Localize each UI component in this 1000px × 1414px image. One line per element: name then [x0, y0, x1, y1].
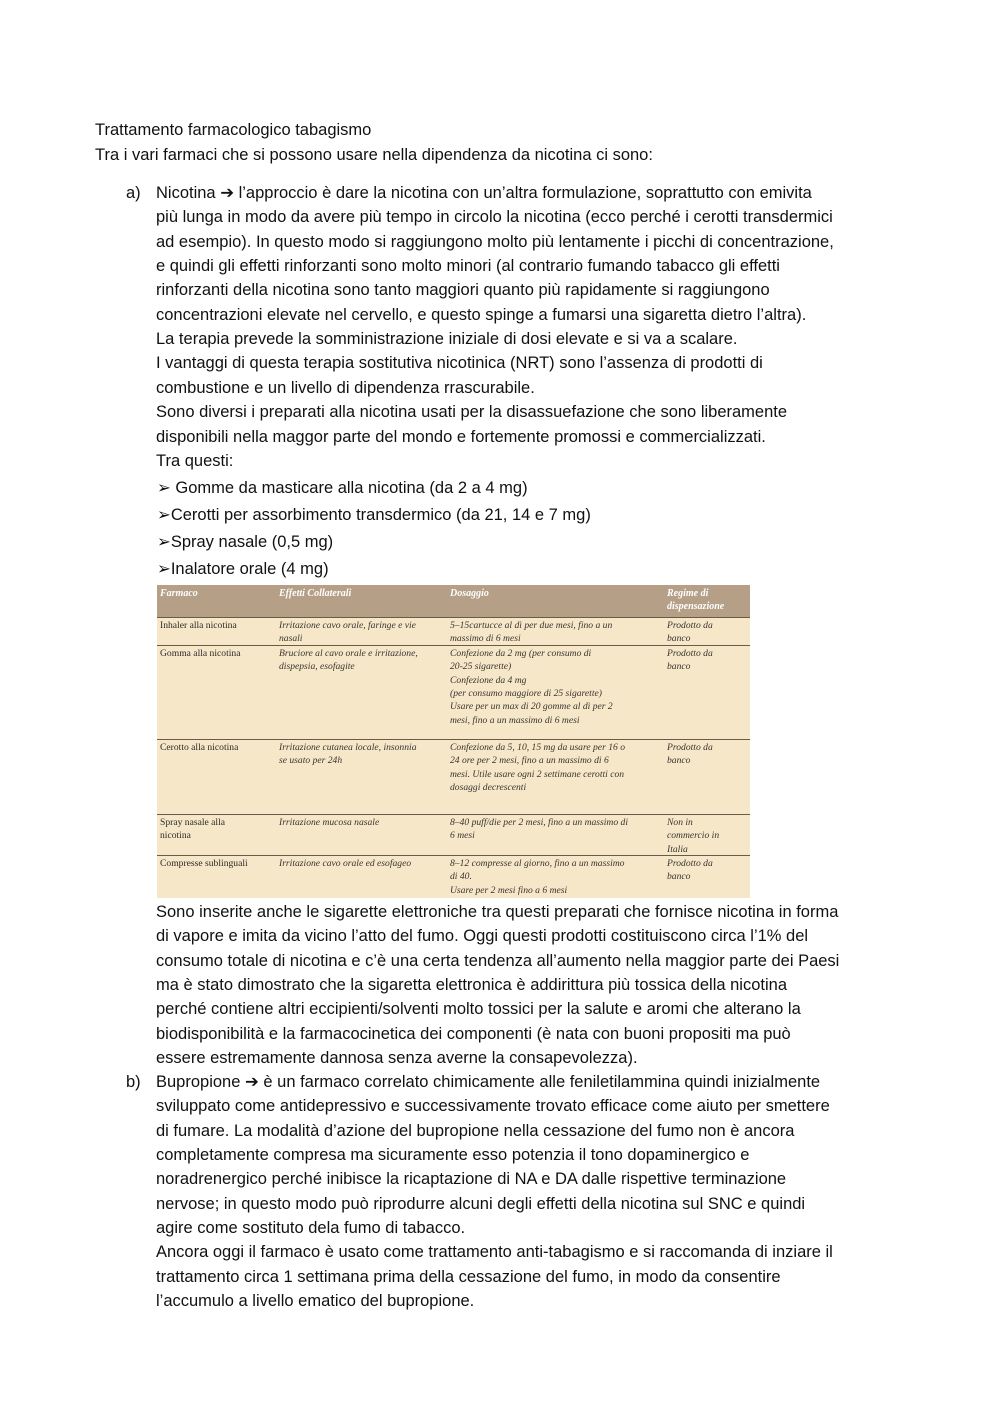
paragraph-line: I vantaggi di questa terapia sostitutiva nicotinica (NRT) sono l’assenza di prodotti di [156, 354, 763, 373]
list-item: ➢Inalatore orale (4 mg) [157, 560, 329, 578]
paragraph-line: Nicotina ➔ l’approccio è dare la nicotina con un’altra formulazione, soprattutto con emivita [156, 184, 812, 202]
paragraph-line: combustione e un livello di dipendenza rrascurabile. [156, 378, 535, 397]
paragraph-line: ad esempio). In questo modo si raggiungono molto più lentamente i picchi di concentrazione, [156, 232, 834, 251]
paragraph-line: completamente compresa ma sicuramente esso potenzia il tono dopaminergico e [156, 1146, 750, 1165]
paragraph-line: l’accumulo a livello ematico del bupropione. [156, 1292, 475, 1311]
cell-dosaggio: di 40. [450, 871, 472, 883]
cell-effetti: Irritazione mucosa nasale [279, 817, 380, 828]
cell-dosaggio: Confezione da 2 mg (per consumo di [450, 648, 592, 659]
cell-regime: banco [667, 633, 691, 645]
cell-dosaggio: 24 ore per 2 mesi, fino a un massimo di 6 [450, 755, 609, 767]
cell-regime: Prodotto da [667, 742, 713, 753]
paragraph-line: concentrazioni elevate nel cervello, e questo spinge a fumarsi una sigaretta dietro l’altra). [156, 305, 807, 324]
cell-dosaggio: Usare per 2 mesi fino a 6 mesi [450, 884, 568, 896]
cell-effetti: Bruciore al cavo orale e irritazione, [279, 648, 418, 659]
paragraph-line: ma è stato dimostrato che la sigaretta elettronica è addirittura più tossica della nicotina [156, 976, 788, 995]
paragraph-line: agire come sostituto dela fumo di tabacco. [156, 1219, 466, 1238]
paragraph-line: noradrenergico perché inibisce la ricaptazione di NA e DA dalle rispettive terminazione [156, 1170, 787, 1189]
cell-farmaco: Inhaler alla nicotina [160, 620, 237, 631]
paragraph-line: Bupropione ➔ è un farmaco correlato chimicamente alle feniletilammina quindi inizialmente [156, 1073, 821, 1091]
paragraph-line: biodisponibilità e la farmacocinetica dei componenti (è nata con buoni propositi ma può [156, 1024, 791, 1043]
cell-regime: Italia [667, 843, 688, 855]
header-regime: Regime di dispensazione [667, 588, 725, 612]
cell-dosaggio: massimo di 6 mesi [450, 633, 521, 645]
cell-dosaggio: mesi. Utile usare ogni 2 settimane cerotti con [450, 768, 625, 780]
cell-dosaggio: 8–40 puff/die per 2 mesi, fino a un massimo di [450, 817, 629, 828]
paragraph-line: Tra questi: [156, 451, 234, 470]
list-item: ➢Spray nasale (0,5 mg) [157, 533, 334, 551]
cell-effetti: Irritazione cavo orale, faringe e vie [279, 620, 416, 631]
item-a-marker: a) [126, 184, 141, 202]
cell-effetti: dispepsia, esofagite [279, 661, 355, 673]
paragraph-line: più lunga in modo da avere più tempo in circolo la nicotina (ecco perché i cerotti transdermici [156, 208, 833, 227]
document-title: Trattamento farmacologico tabagismo [95, 121, 372, 139]
paragraph-line: essere estremamente dannosa senza averne la consapevolezza). [156, 1049, 638, 1068]
cell-effetti: Irritazione cavo orale ed esofageo [279, 858, 412, 869]
paragraph-line: di fumare. La modalità d’azione del bupropione nella cessazione del fumo non è ancora [156, 1121, 795, 1140]
table-row-divider [157, 645, 750, 646]
paragraph-line: rinforzanti della nicotina sono tanto maggiori quanto più rapidamente si raggiungono [156, 281, 770, 300]
header-dosaggio: Dosaggio [450, 588, 489, 599]
paragraph-line: sviluppato come antidepressivo e successivamente trovato efficace come aiuto per smettere [156, 1097, 830, 1116]
list-item: ➢ Gomme da masticare alla nicotina (da 2 a 4 mg) [157, 479, 528, 497]
cell-dosaggio: Confezione da 4 mg [450, 674, 527, 686]
cell-effetti: se usato per 24h [279, 755, 343, 767]
paragraph-line: disponibili nella maggor parte del mondo e fortemente promossi e commercializzati. [156, 427, 766, 446]
cell-dosaggio: (per consumo maggiore di 25 sigarette) [450, 687, 602, 699]
cell-dosaggio: 5–15cartucce al dì per due mesi, fino a un [450, 620, 613, 631]
cell-regime: Prodotto da [667, 858, 713, 869]
cell-regime: banco [667, 661, 691, 673]
table-row-divider [157, 617, 750, 618]
cell-farmaco: Cerotto alla nicotina [160, 742, 239, 753]
cell-effetti: Irritazione cutanea locale, insonnia [279, 742, 417, 753]
cell-regime: Non in [667, 817, 693, 828]
cell-effetti: nasali [279, 633, 303, 645]
intro-paragraph: Tra i vari farmaci che si possono usare nella dipendenza da nicotina ci sono: [95, 146, 653, 164]
cell-dosaggio: dosaggi decrescenti [450, 781, 527, 793]
cell-farmaco: Compresse sublinguali [160, 858, 248, 869]
cell-farmaco: nicotina [160, 830, 191, 842]
cell-farmaco: Spray nasale alla [160, 817, 225, 828]
cell-regime: banco [667, 755, 691, 767]
table-row-divider [157, 814, 750, 815]
cell-regime: Prodotto da [667, 648, 713, 659]
paragraph-line: di vapore e imita da vicino l’atto del fumo. Oggi questi prodotti costituiscono circa l’1% del [156, 927, 809, 946]
cell-regime: banco [667, 871, 691, 883]
header-farmaco: Farmaco [160, 588, 198, 599]
header-effetti: Effetti Collaterali [279, 588, 352, 599]
nicotine-preparations-table [157, 585, 750, 898]
cell-farmaco: Gomma alla nicotina [160, 648, 241, 659]
cell-dosaggio: 20-25 sigarette) [450, 661, 512, 673]
paragraph-line: consumo totale di nicotina e c’è una certa tendenza all’aumento nella maggior parte dei Paesi [156, 951, 840, 970]
paragraph-line: La terapia prevede la somministrazione iniziale di dosi elevate e si va a scalare. [156, 330, 738, 349]
paragraph-line: nervose; in questo modo può riprodurre alcuni degli effetti della nicotina sul SNC e quindi [156, 1194, 806, 1213]
cell-dosaggio: Confezione da 5, 10, 15 mg da usare per 16 o [450, 742, 625, 753]
cell-dosaggio: mesi, fino a un massimo di 6 mesi [450, 714, 580, 726]
paragraph-line: perché contiene altri eccipienti/solventi molto tossici per la salute e aromi che alterano la [156, 1000, 801, 1019]
paragraph-line: Ancora oggi il farmaco è usato come trattamento anti-tabagismo e si raccomanda di inziare il [156, 1243, 833, 1262]
paragraph-line: e quindi gli effetti rinforzanti sono molto minori (al contrario fumando tabacco gli effetti [156, 257, 780, 276]
paragraph-line: Sono inserite anche le sigarette elettroniche tra questi preparati che fornisce nicotina in forma [156, 903, 839, 921]
list-item: ➢Cerotti per assorbimento transdermico (da 21, 14 e 7 mg) [157, 506, 591, 524]
cell-dosaggio: 6 mesi [450, 830, 475, 842]
cell-dosaggio: Usare per un max di 20 gomme al dì per 2 [450, 701, 613, 713]
cell-regime: commercio in [667, 830, 720, 842]
cell-regime: Prodotto da [667, 620, 713, 631]
table-row-divider [157, 739, 750, 740]
paragraph-line: trattamento circa 1 settimana prima della cessazione del fumo, in modo da consentire [156, 1267, 781, 1286]
cell-dosaggio: 8–12 compresse al giorno, fino a un massimo [450, 858, 625, 869]
paragraph-line: Sono diversi i preparati alla nicotina usati per la disassuefazione che sono liberamente [156, 403, 788, 422]
item-b-marker: b) [126, 1073, 141, 1091]
table-row-divider [157, 855, 750, 856]
